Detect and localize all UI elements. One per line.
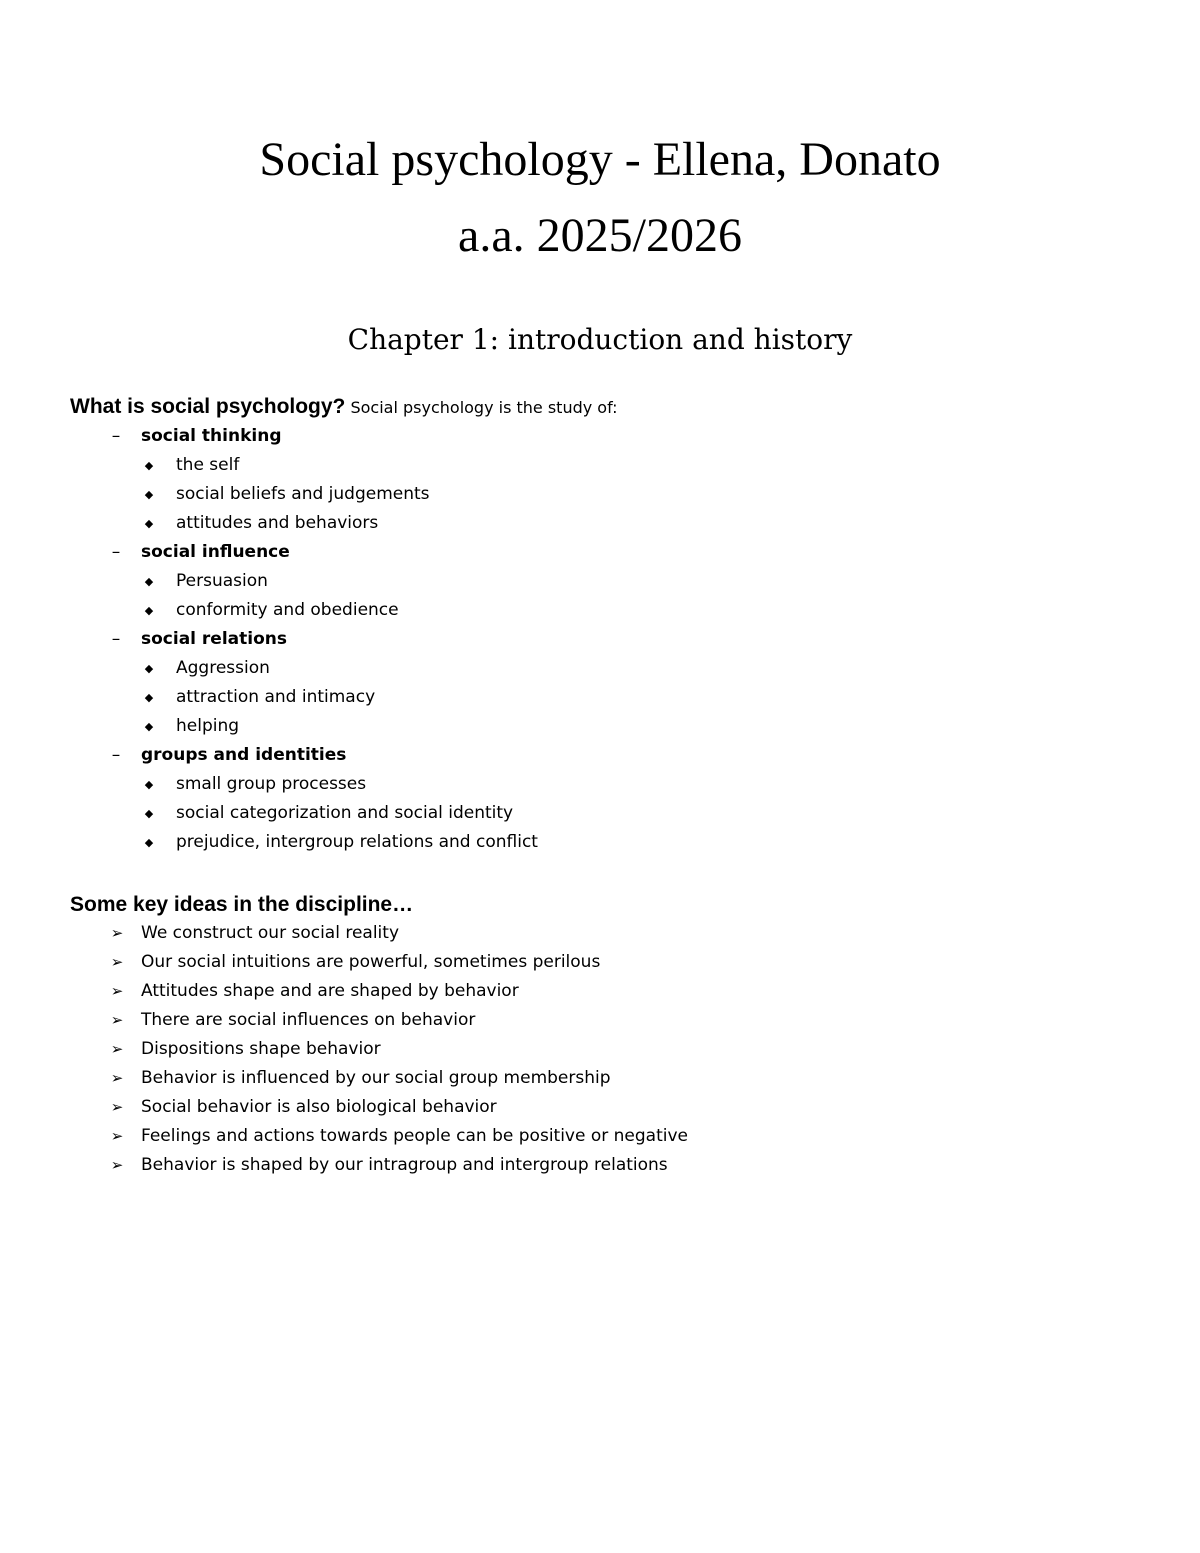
category-label: groups and identities: [141, 745, 347, 765]
list-item: [70, 1093, 1150, 1122]
arrow-bullet-icon: ➢: [110, 1098, 124, 1116]
list-item-text: Aggression: [176, 658, 270, 678]
arrow-bullet-icon: ➢: [110, 1156, 124, 1174]
list-item: [141, 509, 1150, 538]
academic-year: a.a. 2025/2026: [458, 209, 742, 262]
list-item: [141, 712, 1150, 741]
diamond-bullet-icon: ◆: [144, 604, 154, 617]
subtopic-list: [141, 567, 1150, 625]
diamond-bullet-icon: ◆: [144, 662, 154, 675]
list-item: [70, 1006, 1150, 1035]
list-item-text: conformity and obedience: [176, 600, 399, 620]
section-lead-text: Social psychology is the study of:: [345, 398, 618, 417]
section-heading: Some key ideas in the discipline…: [70, 893, 414, 916]
chapter-heading: Chapter 1: introduction and history: [347, 323, 853, 356]
category-label: social relations: [141, 629, 287, 649]
list-item-text: Behavior is shaped by our intragroup and intergroup relations: [141, 1155, 668, 1175]
list-item: [141, 683, 1150, 712]
dash-bullet-icon: –: [111, 745, 121, 765]
list-item-text: small group processes: [176, 774, 367, 794]
arrow-bullet-icon: ➢: [110, 982, 124, 1000]
section-key-ideas: [70, 891, 1150, 1180]
arrow-bullet-icon: ➢: [110, 1127, 124, 1145]
subtopic-list: [141, 770, 1150, 857]
list-item: [141, 828, 1150, 857]
diamond-bullet-icon: ◆: [144, 691, 154, 704]
topic-category: [70, 422, 1150, 538]
diamond-bullet-icon: ◆: [144, 778, 154, 791]
list-item-text: helping: [176, 716, 240, 736]
list-item-text: Our social intuitions are powerful, sometimes perilous: [141, 952, 601, 972]
list-item-text: Attitudes shape and are shaped by behavior: [141, 981, 519, 1001]
list-item: [141, 799, 1150, 828]
list-item: [141, 596, 1150, 625]
topic-category: [70, 625, 1150, 741]
list-item: [70, 977, 1150, 1006]
list-item-text: Persuasion: [176, 571, 268, 591]
document-title: Social psychology - Ellena, Donato: [259, 133, 941, 186]
diamond-bullet-icon: ◆: [144, 807, 154, 820]
topic-list: [70, 422, 1150, 857]
list-item: [70, 919, 1150, 948]
section-heading: [70, 393, 1150, 422]
list-item: [141, 654, 1150, 683]
diamond-bullet-icon: ◆: [144, 575, 154, 588]
section-heading-text: What is social psychology?: [70, 395, 346, 418]
category-label: social influence: [141, 542, 290, 562]
list-item: [70, 948, 1150, 977]
list-item: [141, 480, 1150, 509]
subtopic-list: [141, 654, 1150, 741]
list-item: [141, 451, 1150, 480]
diamond-bullet-icon: ◆: [144, 488, 154, 501]
list-item: [70, 1064, 1150, 1093]
key-ideas-list: [70, 919, 1150, 1180]
list-item-text: Behavior is influenced by our social group membership: [141, 1068, 611, 1088]
category-label: social thinking: [141, 426, 282, 446]
list-item: [141, 770, 1150, 799]
list-item-text: We construct our social reality: [141, 923, 400, 943]
dash-bullet-icon: –: [111, 426, 121, 446]
arrow-bullet-icon: ➢: [110, 1011, 124, 1029]
arrow-bullet-icon: ➢: [110, 1040, 124, 1058]
list-item-text: prejudice, intergroup relations and conflict: [176, 832, 538, 852]
list-item: [141, 567, 1150, 596]
list-item: [70, 1122, 1150, 1151]
list-item-text: social categorization and social identity: [176, 803, 514, 823]
list-item: [70, 1035, 1150, 1064]
section-what-is-social-psychology: [70, 393, 1150, 857]
list-item-text: the self: [176, 455, 240, 475]
arrow-bullet-icon: ➢: [110, 924, 124, 942]
topic-category: [70, 741, 1150, 857]
dash-bullet-icon: –: [111, 542, 121, 562]
list-item-text: Social behavior is also biological behavior: [141, 1097, 497, 1117]
list-item: [70, 1151, 1150, 1180]
topic-category: [70, 538, 1150, 625]
diamond-bullet-icon: ◆: [144, 459, 154, 472]
dash-bullet-icon: –: [111, 629, 121, 649]
list-item-text: There are social influences on behavior: [141, 1010, 476, 1030]
list-item-text: Dispositions shape behavior: [141, 1039, 381, 1059]
list-item-text: social beliefs and judgements: [176, 484, 430, 504]
arrow-bullet-icon: ➢: [110, 1069, 124, 1087]
list-item-text: attitudes and behaviors: [176, 513, 379, 533]
arrow-bullet-icon: ➢: [110, 953, 124, 971]
diamond-bullet-icon: ◆: [144, 836, 154, 849]
list-item-text: Feelings and actions towards people can be positive or negative: [141, 1126, 688, 1146]
diamond-bullet-icon: ◆: [144, 517, 154, 530]
list-item-text: attraction and intimacy: [176, 687, 376, 707]
diamond-bullet-icon: ◆: [144, 720, 154, 733]
subtopic-list: [141, 451, 1150, 538]
